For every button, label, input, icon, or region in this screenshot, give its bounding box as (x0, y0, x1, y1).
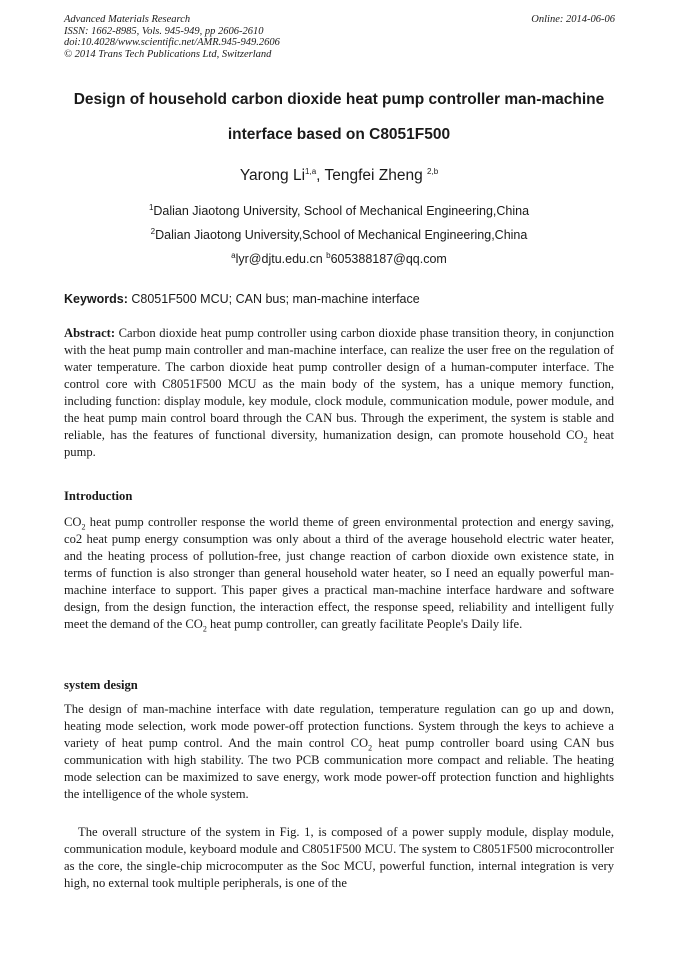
author-2-superscript: 2,b (427, 166, 439, 176)
doi-line: doi:10.4028/www.scientific.net/AMR.945-949.2606 (64, 37, 280, 48)
system-design-paragraph-2: The overall structure of the system in Fig. 1, is composed of a power supply module, display module, communication module, keyboard module and C8051F500 MCU. The system to C8051F500 microcontroller as the core, the single-chip microcomputer as the Soc MCU, powerful function, internal integration is very high, no external took multiple peripherals, is one of the (64, 825, 614, 890)
affiliation-2-marker: 2 (150, 226, 156, 236)
author-2-name: Tengfei Zheng (324, 167, 428, 184)
abstract-paragraph (64, 325, 614, 461)
system-design-heading: system design (64, 678, 138, 692)
issn-line: ISSN: 1662-8985, Vols. 945-949, pp 2606-2610 (64, 25, 264, 37)
abstract-text: Carbon dioxide heat pump controller using carbon dioxide phase transition theory, in conjunction with the heat pump main controller and man-machine interface, can realize the user free on the regulation of water temperature. The carbon dioxide heat pump controller design of a human-computer interface. The control core with C8051F500 MCU as the main body of the system, has a unique memory function, including function: display module, key module, clock module, communication module, power module, and the heat pump main control board through the CAN bus. Through the experiment, the system is stable and reliable, has the features of functional diversity, humanization design, can promote household CO (64, 326, 614, 442)
intro-co2: CO (64, 515, 82, 529)
email-a: lyr@djtu.edu.cn (235, 252, 327, 266)
author-emails (0, 252, 678, 266)
affiliation-1-marker: 1 (148, 202, 154, 212)
email-b-marker: b (326, 250, 331, 260)
author-separator: , (316, 167, 325, 184)
journal-header (64, 14, 280, 60)
abstract-tail: heat pump. (64, 428, 615, 459)
author-1-name: Yarong Li (239, 167, 306, 184)
sys-p1-subscript: 2 (368, 743, 373, 753)
system-design-paragraph-1 (64, 701, 614, 803)
keywords-line (64, 292, 420, 306)
introduction-paragraph (64, 514, 614, 633)
introduction-heading: Introduction (64, 489, 133, 503)
affiliation-1-text: Dalian Jiaotong University, School of Mechanical Engineering,China (153, 204, 530, 218)
online-date: Online: 2014-06-06 (531, 14, 615, 25)
email-a-marker: a (231, 250, 236, 260)
intro-text-2: heat pump controller, can greatly facilitate People's Daily life. (206, 617, 523, 631)
journal-name: Advanced Materials Research (64, 14, 191, 25)
keywords-label: Keywords: (64, 292, 128, 306)
paper-title-line-1: Design of household carbon dioxide heat pump controller man-machine (73, 91, 605, 108)
intro-subscript-1: 2 (81, 522, 86, 532)
affiliation-1 (0, 204, 678, 218)
paper-title-line-2: interface based on C8051F500 (227, 126, 451, 143)
affiliation-2-text: Dalian Jiaotong University,School of Mechanical Engineering,China (155, 228, 528, 242)
abstract-label: Abstract: (64, 326, 116, 340)
author-1-superscript: 1,a (305, 166, 317, 176)
sys-p1-text-b: heat pump controller board using CAN bus communication with high stability. The two PCB communication more compact and reliable. The heating mode selection can be maximized to save energy, work mode power-off protection function and highlights the intelligence of the whole system. (64, 736, 614, 801)
intro-text-1: heat pump controller response the world theme of green environmental protection and energy saving, co2 heat pump energy consumption was only about a third of the average household electric water heater, and the heating process of pollution-free, just change reaction of carbon dioxide own existence state, in terms of function is also stronger than general household water heater, so I need an equally powerful man-machine interface to support. This paper gives a practical man-machine interface hardware and software design, from the design function, the interaction effect, the response speed, reliability and intelligent fully meet the demand of the CO (64, 515, 614, 631)
copyright-line: © 2014 Trans Tech Publications Ltd, Switzerland (64, 48, 272, 60)
email-b: 605388187@qq.com (330, 252, 447, 266)
sys-p1-text-a: The design of man-machine interface with date regulation, temperature regulation can go up and down, heating mode selection, work mode power-off protection functions. System through the keys to achieve a variety of heat pump control. And the main control CO (64, 702, 614, 750)
author-list (0, 167, 678, 185)
intro-subscript-2: 2 (202, 624, 207, 634)
affiliation-2 (0, 228, 678, 242)
keywords-text: C8051F500 MCU; CAN bus; man-machine interface (127, 292, 420, 306)
abstract-subscript: 2 (583, 435, 588, 445)
